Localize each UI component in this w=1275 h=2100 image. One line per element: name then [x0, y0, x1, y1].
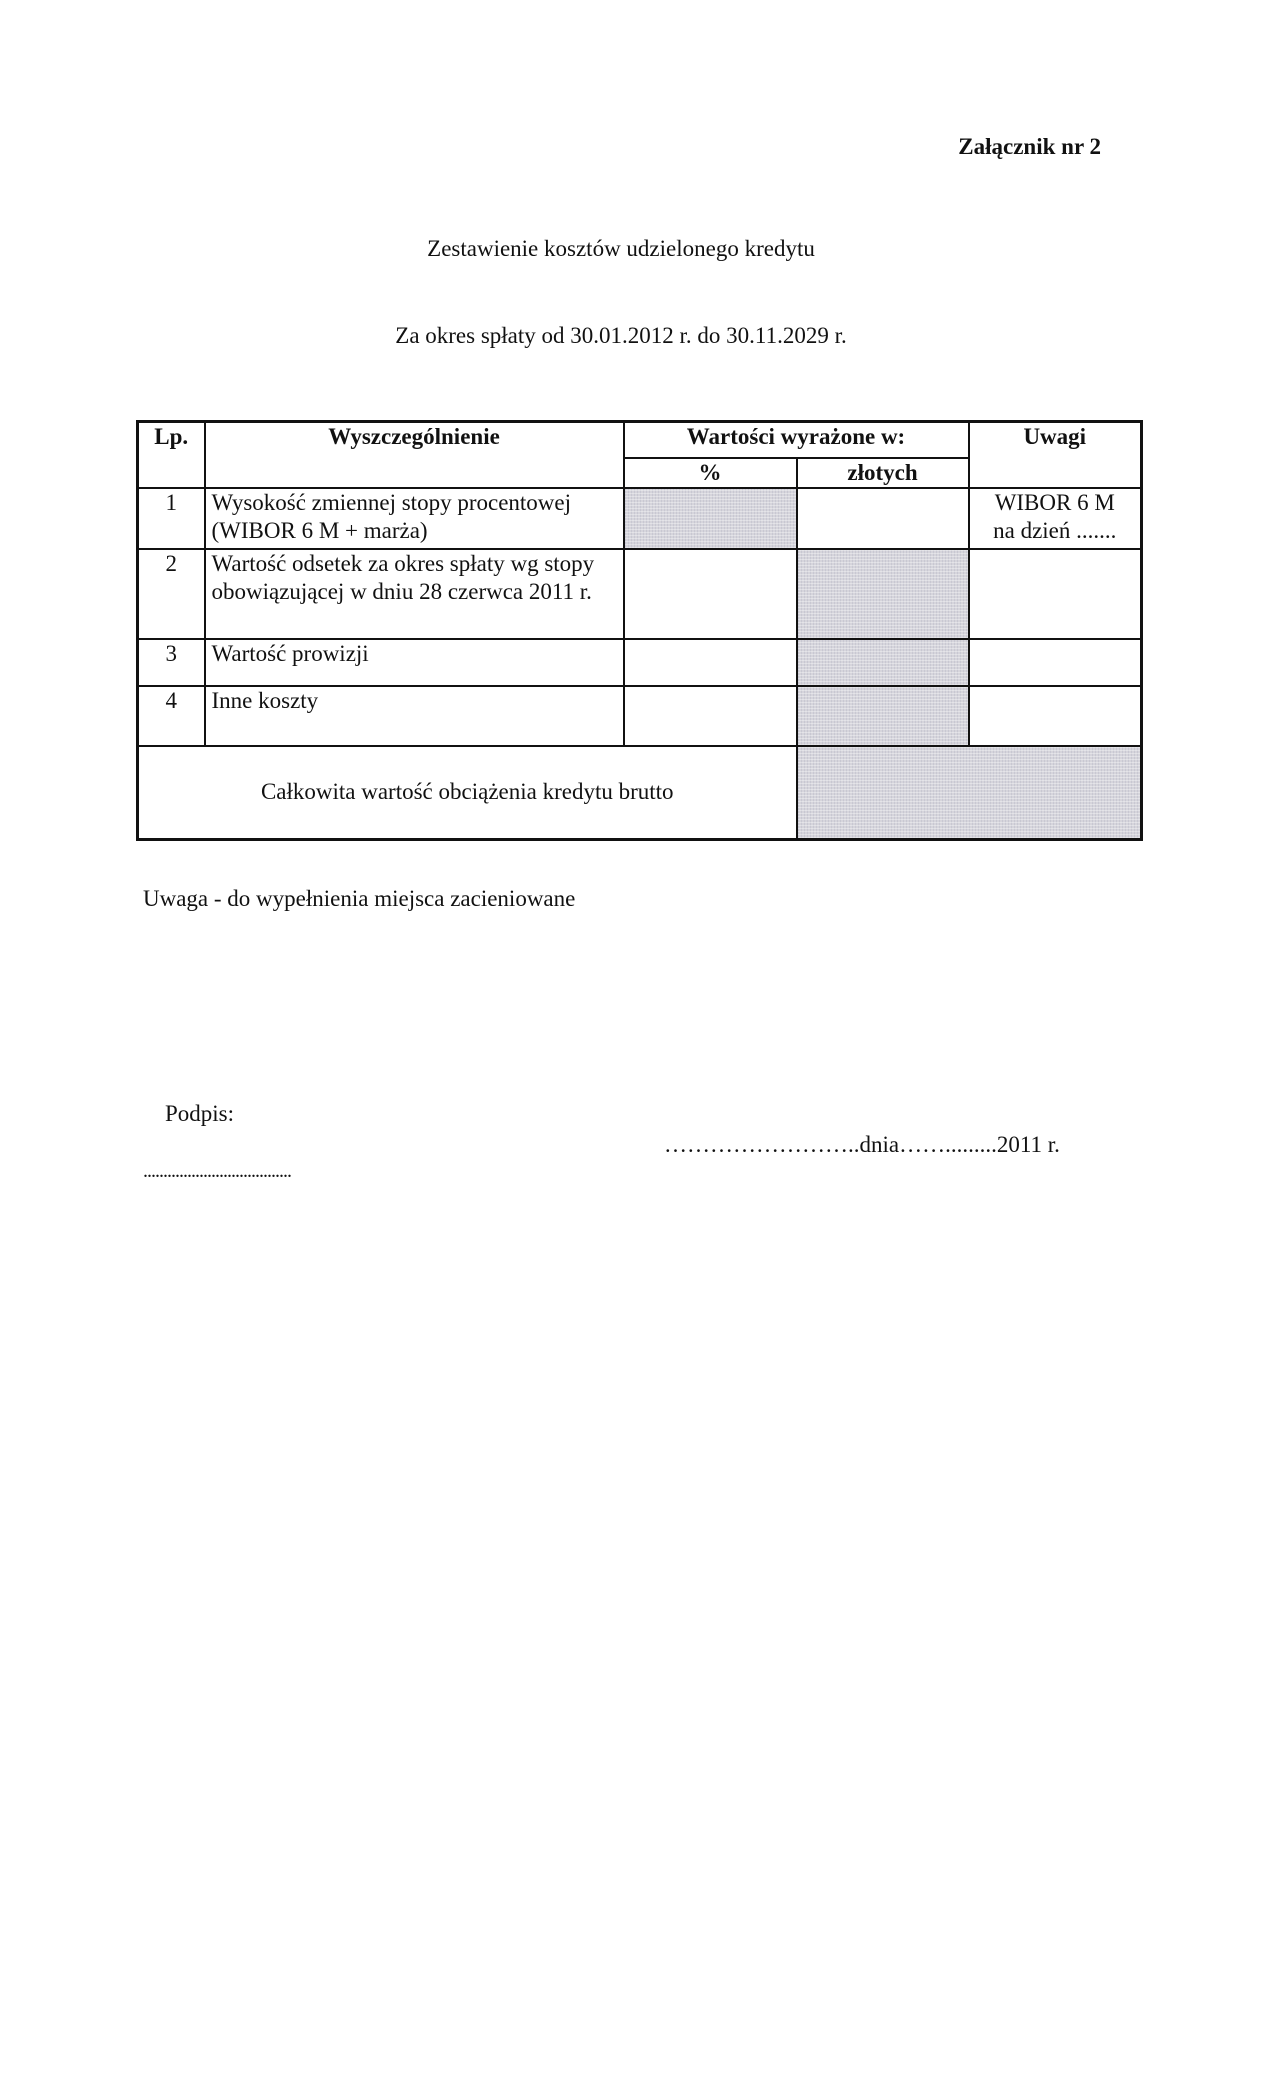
document-title: Zestawienie kosztów udzielonego kredytu [427, 236, 815, 261]
repayment-period: Za okres spłaty od 30.01.2012 r. do 30.11.2029 r. [395, 323, 847, 348]
table-row [138, 549, 1142, 639]
cell-percent [624, 639, 797, 686]
annex-label: Załącznik nr 2 [958, 134, 1101, 159]
shaded-input-pln[interactable] [797, 639, 969, 686]
total-row [138, 746, 1142, 840]
cell-notes [969, 549, 1142, 639]
table-row [138, 686, 1142, 746]
date-line[interactable]: ……………………..dnia…….........2011 r. [664, 1132, 1060, 1157]
header-notes: Uwagi [969, 422, 1142, 488]
notes-line: WIBOR 6 M [994, 489, 1115, 515]
cell-percent [624, 686, 797, 746]
total-label: Całkowita wartość obciążenia kredytu brutto [138, 746, 797, 840]
cell-pln [797, 488, 969, 549]
notes-line: na dzień ....... [993, 517, 1117, 543]
signature-label: Podpis: [165, 1101, 235, 1126]
header-pln: złotych [797, 458, 969, 488]
header-percent: % [624, 458, 797, 488]
row-description: Wysokość zmiennej stopy procentowej (WIBOR 6 M + marża) [205, 488, 624, 549]
row-description: Wartość odsetek za okres spłaty wg stopy obowiązującej w dniu 28 czerwca 2011 r. [205, 549, 624, 639]
header-description: Wyszczególnienie [205, 422, 624, 488]
header-values: Wartości wyrażone w: [624, 422, 969, 458]
cell-notes [969, 639, 1142, 686]
shaded-input-total[interactable] [797, 746, 1142, 840]
row-description: Wartość prowizji [205, 639, 624, 686]
row-lp: 3 [138, 639, 205, 686]
cell-percent [624, 549, 797, 639]
table-row [138, 488, 1142, 549]
header-lp: Lp. [138, 422, 205, 488]
cost-table [136, 420, 1143, 841]
shaded-input-pln[interactable] [797, 549, 969, 639]
shaded-input-percent[interactable] [624, 488, 797, 549]
row-lp: 4 [138, 686, 205, 746]
cell-notes [969, 686, 1142, 746]
fill-note: Uwaga - do wypełnienia miejsca zacieniowane [143, 886, 576, 911]
row-notes [969, 488, 1142, 549]
table-row [138, 639, 1142, 686]
signature-line[interactable]: ..................................... [143, 1160, 291, 1182]
row-lp: 1 [138, 488, 205, 549]
shaded-input-pln[interactable] [797, 686, 969, 746]
row-description: Inne koszty [205, 686, 624, 746]
row-lp: 2 [138, 549, 205, 639]
